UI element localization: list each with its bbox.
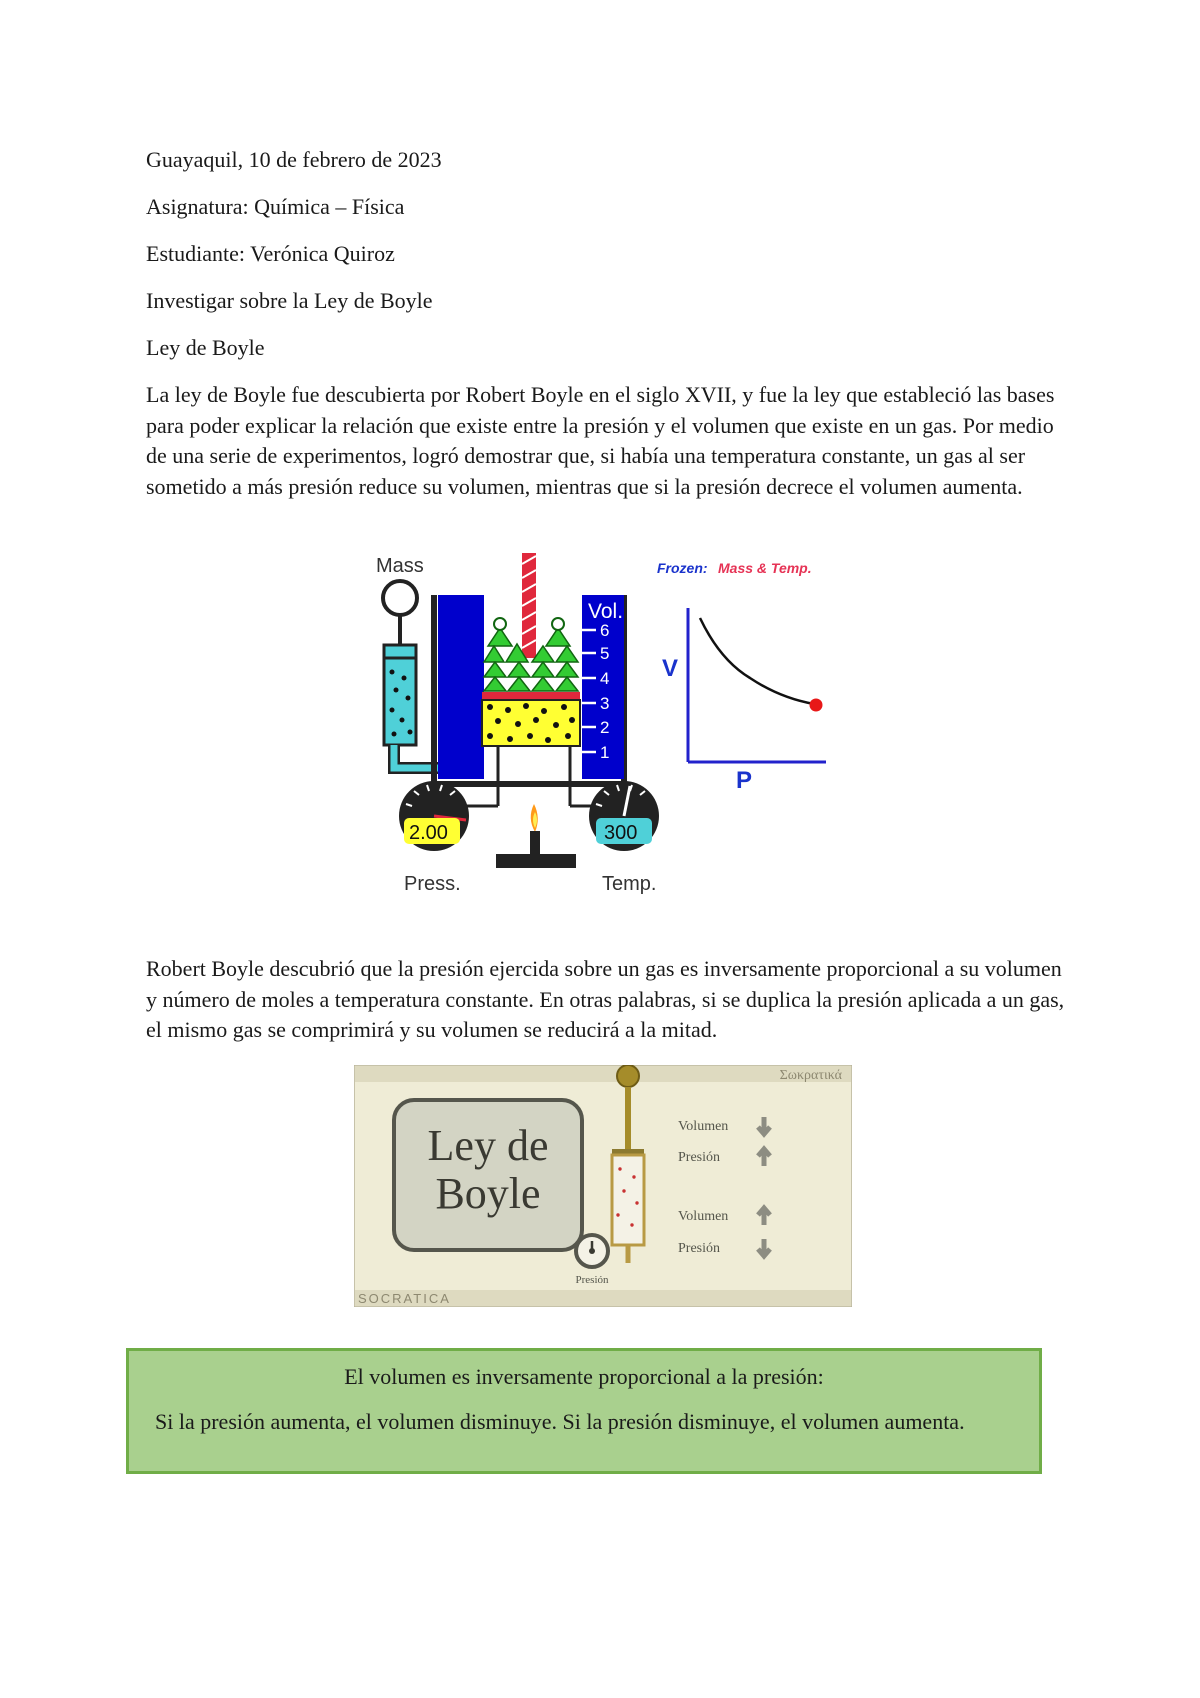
current-state-point: [810, 699, 823, 712]
mass-ring: [383, 581, 417, 615]
summary-title: El volumen es inversamente proporcional a la presión:: [344, 1364, 824, 1389]
intro-paragraph: La ley de Boyle fue descubierta por Robert Boyle en el siglo XVII, y fue la ley que estableció las bases para poder explicar la relación que existe entre la presión y el volumen que existe en un gas. Por medio de una serie de experimentos, logró demostrar que, si había una temperatura constante, un gas al ser sometido a más presión reduce su volumen, mientras que si la presión decrece el volumen aumenta.: [146, 382, 1055, 499]
pressure-label: Press.: [404, 873, 461, 895]
socratica-banner-figure: [354, 1065, 852, 1307]
place-date: Guayaquil, 10 de febrero de 2023: [146, 147, 442, 172]
temperature-label: Temp.: [602, 873, 657, 895]
vol-label: Vol.: [588, 600, 624, 623]
scale-tick-3: 3: [600, 694, 610, 713]
burner-base: [496, 854, 576, 868]
scale-tick-4: 4: [600, 669, 610, 688]
title-line-2: Boyle: [435, 1169, 541, 1218]
second-paragraph: Robert Boyle descubrió que la presión ejercida sobre un gas es inversamente proporcional a su volumen y número de moles a temperatura constante. En otras palabras, si se duplica la presión aplicada a un gas, el mismo gas se comprimirá y su volumen se reducirá a la mitad.: [146, 956, 1065, 1042]
boyle-apparatus-figure: [370, 550, 840, 910]
row-volumen-1: Volumen: [678, 1119, 729, 1134]
piston-rod: [625, 1087, 631, 1151]
summary-body: Si la presión aumenta, el volumen disminuye. Si la presión disminuye, el volumen aumenta.: [155, 1409, 965, 1434]
left-water-column: [438, 595, 484, 779]
p-axis-label: P: [736, 767, 753, 794]
temperature-value: 300: [604, 822, 638, 844]
frozen-label: Frozen:: [657, 560, 708, 576]
title-line-1: Ley de: [427, 1121, 549, 1170]
scale-tick-5: 5: [600, 644, 610, 663]
row-presion-2: Presión: [678, 1241, 720, 1256]
scale-tick-6: 6: [600, 621, 610, 640]
banner-top-border: [355, 1066, 851, 1082]
piston-plate: [482, 692, 580, 700]
scale-tick-2: 2: [600, 718, 610, 737]
cylinder: [612, 1155, 644, 1245]
brand-greek: Σωκρατικά: [779, 1068, 842, 1083]
summary-box: [126, 1348, 1042, 1474]
burner-stem: [530, 831, 540, 855]
v-axis-label: V: [662, 655, 679, 682]
row-presion-1: Presión: [678, 1150, 720, 1165]
section-heading: Ley de Boyle: [146, 335, 265, 360]
mass-label: Mass: [376, 555, 424, 577]
subject-line: Asignatura: Química – Física: [146, 194, 405, 219]
scale-tick-1: 1: [600, 743, 610, 762]
student-line: Estudiante: Verónica Quiroz: [146, 241, 395, 266]
task-line: Investigar sobre la Ley de Boyle: [146, 288, 433, 313]
row-volumen-2: Volumen: [678, 1209, 729, 1224]
piston-knob: [617, 1065, 639, 1087]
dial-label: Presión: [575, 1274, 609, 1286]
frozen-value: Mass & Temp.: [718, 560, 812, 576]
pressure-value: 2.00: [409, 822, 448, 844]
brand-socratica: SOCRATICA: [358, 1291, 451, 1306]
pv-curve: [700, 618, 814, 704]
